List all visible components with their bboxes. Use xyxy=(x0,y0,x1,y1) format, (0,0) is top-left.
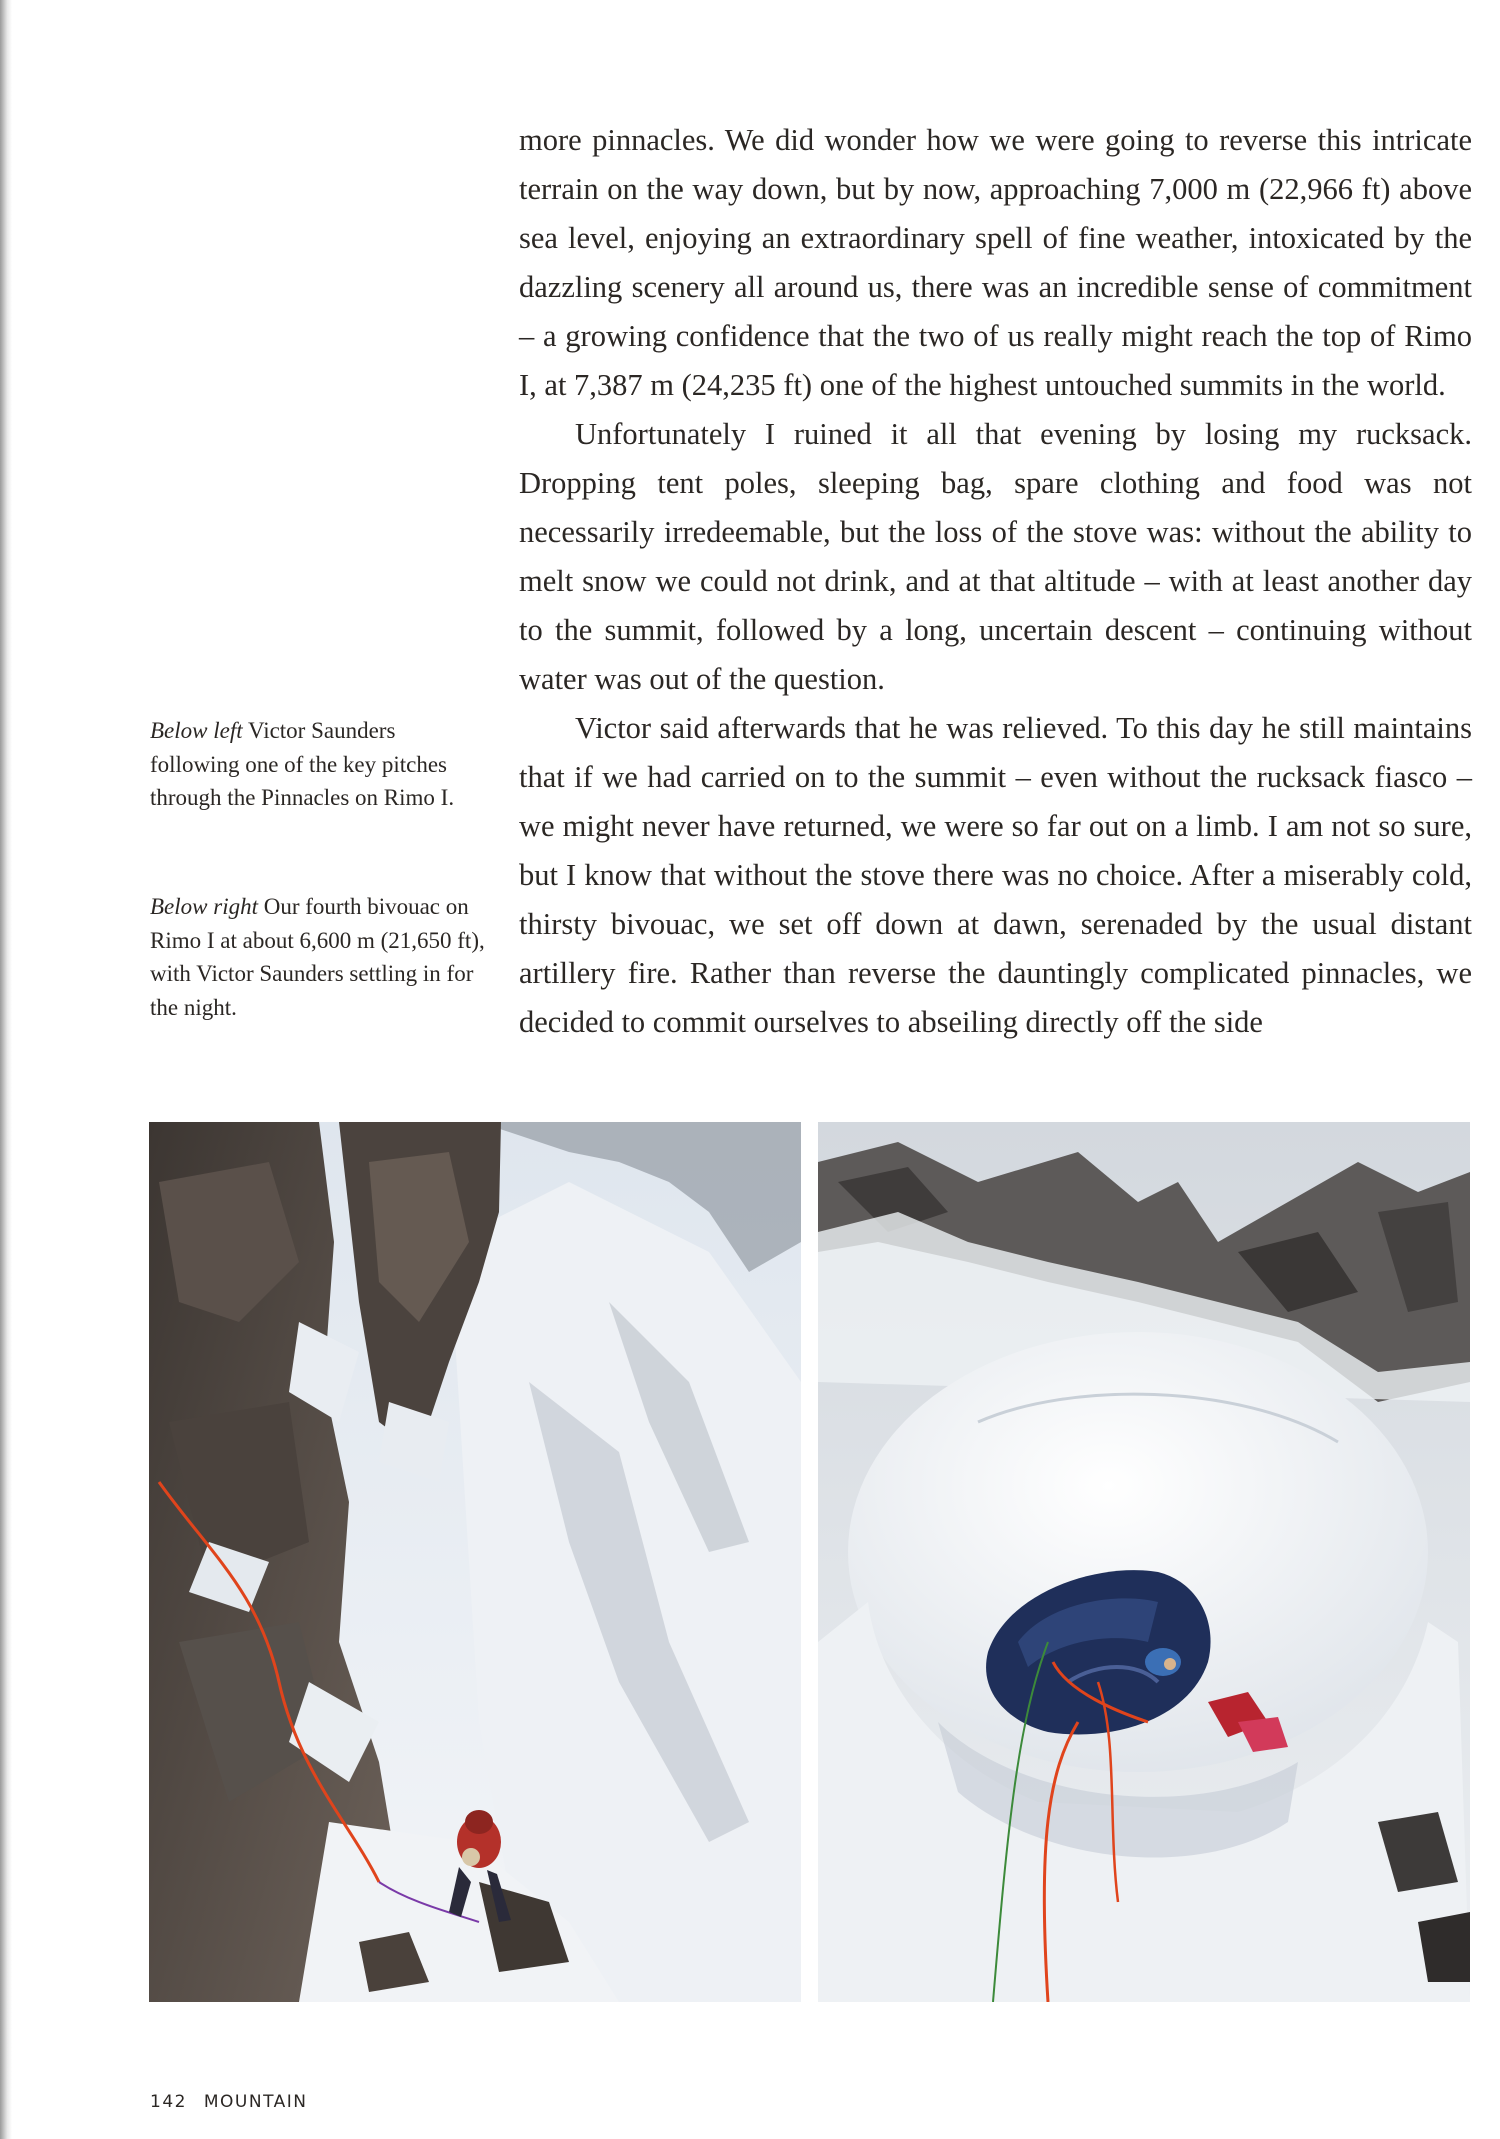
body-paragraph-1: more pinnacles. We did wonder how we were going to reverse this intricate terrain on the way down, but by now, approaching 7,000 m (22,966 ft) above sea level, enjoying an extraordinary spell of fine weather, intoxicated by the dazzling scenery all around us, there was an incredible sense of commitment – a growing confidence that the two of us really might reach the top of Rimo I, at 7,387 m (24,235 ft) one of the highest untouched summits in the world. xyxy=(519,123,1472,402)
body-paragraph-2: Unfortunately I ruined it all that evening by losing my rucksack. Dropping tent poles, sleeping bag, spare clothing and food was not necessarily irredeemable, but the loss of the stove was: without the ability to melt snow we could not drink, and at that altitude – with at least another day to the summit, followed by a long, uncertain descent – continuing without water was out of the question. xyxy=(519,417,1472,696)
body-paragraph-3: Victor said afterwards that he was relieved. To this day he still maintains that if we had carried on to the summit – even without the rucksack fiasco – we might never have returned, we were so far out on a limb. I am not so sure, but I know that without the stove there was no choice. After a miserably cold, thirsty bivouac, we set off down at dawn, serenaded by the usual distant artillery fire. Rather than reverse the dauntingly complicated pinnacles, we decided to commit ourselves to abseiling directly off the side xyxy=(519,711,1472,1039)
page-footer xyxy=(150,2092,308,2112)
caption-left-text: Victor Saunders following one of the key pitches through the Pinnacles on Rimo I. xyxy=(150,718,455,810)
caption-right-text: Our fourth bivouac on Rimo I at about 6,600 m (21,650 ft), with Victor Saunders settling in for the night. xyxy=(150,894,485,1020)
photo-climber-in-pinnacles xyxy=(149,1122,801,2002)
caption-right-heading: Below right xyxy=(150,894,258,919)
caption-left-heading: Below left xyxy=(150,718,243,743)
page-gutter-shadow xyxy=(0,0,12,2139)
photo-fourth-bivouac xyxy=(818,1122,1470,2002)
main-text-column xyxy=(519,116,1472,1047)
page-number: 142 xyxy=(150,2092,187,2112)
caption-below-right xyxy=(150,890,485,1024)
caption-below-left xyxy=(150,714,485,815)
section-name: MOUNTAIN xyxy=(203,2092,308,2112)
